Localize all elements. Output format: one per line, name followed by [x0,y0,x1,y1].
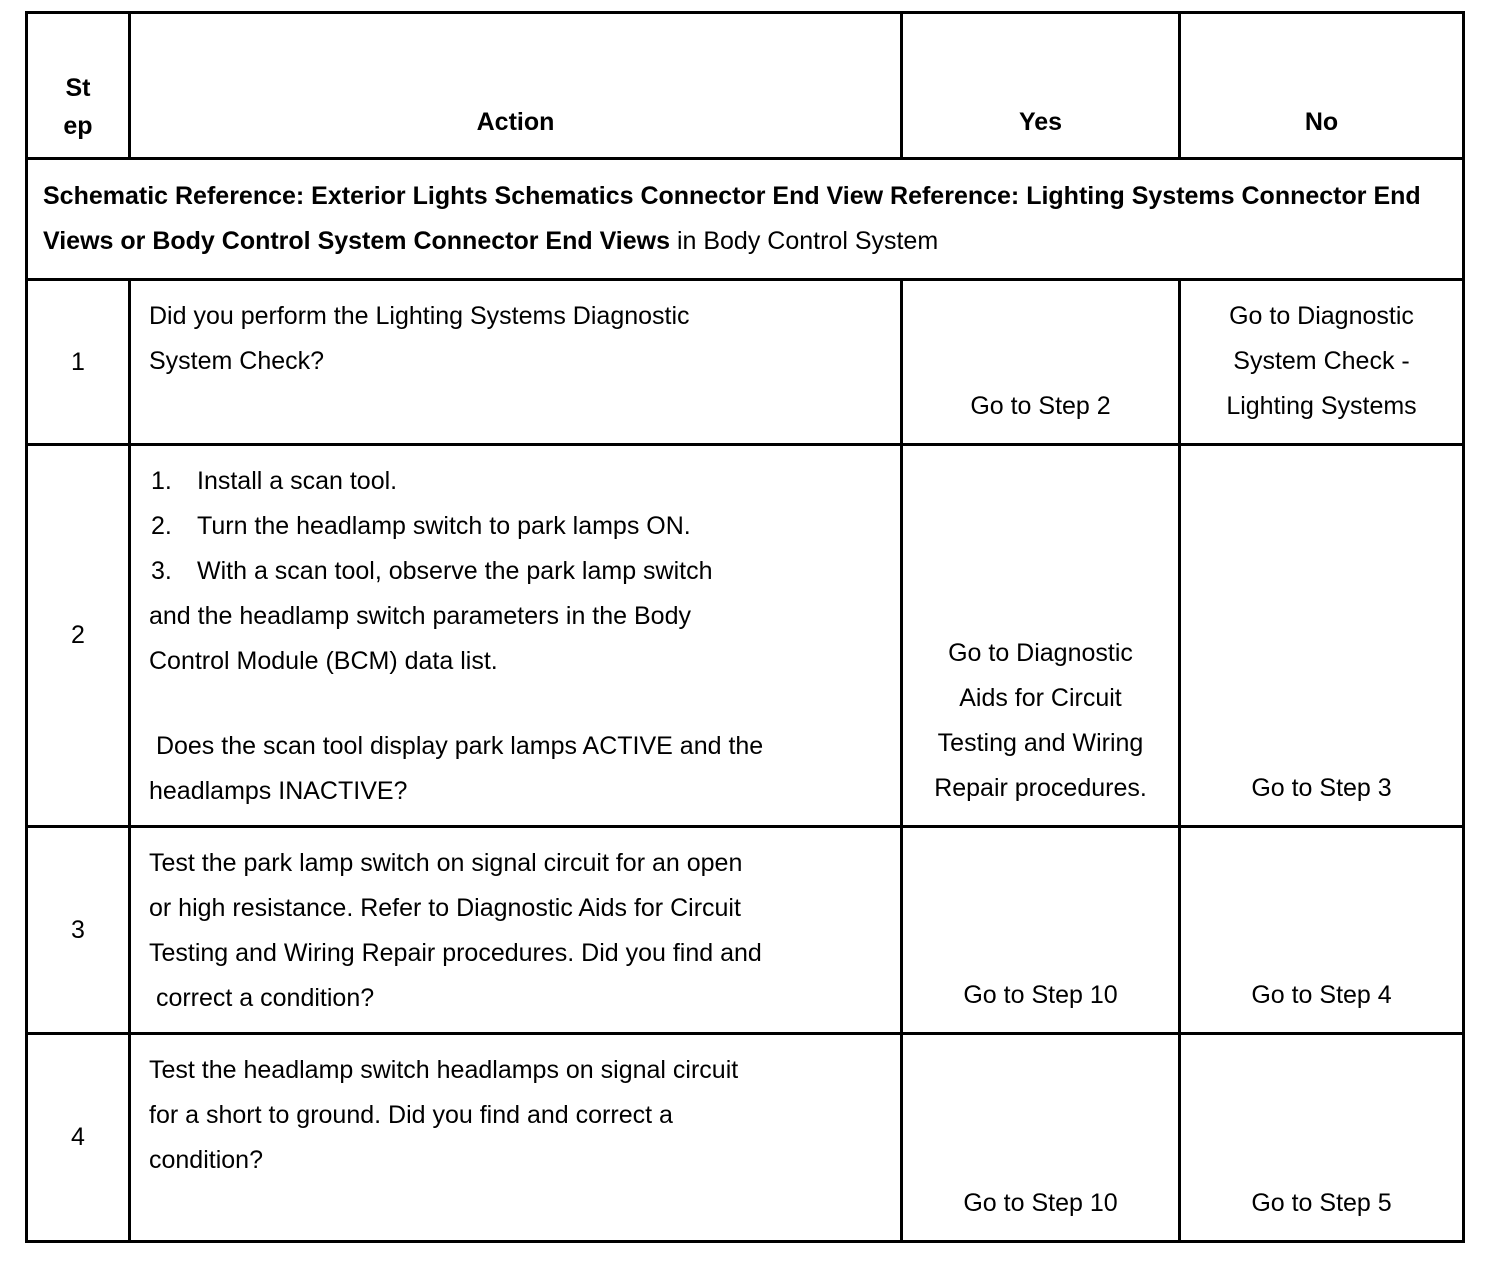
header-row [27,13,1464,159]
action-cell: 1. Install a scan tool. 2. Turn the headlamp switch to park lamps ON. 3. With a scan tool, observe the park lamp switch and the headlamp switch parameters in the Body Control Module (BCM) data list. Does the scan tool display park lamps ACTIVE and the headlamps INACTIVE? [130,445,902,827]
yes-cell: Go to Step 10 [902,827,1180,1034]
no-cell: Go to Step 4 [1180,827,1464,1034]
action-cell: Test the park lamp switch on signal circuit for an open or high resistance. Refer to Diagnostic Aids for Circuit Testing and Wiring Repair procedures. Did you find and correct a condition? [130,827,902,1034]
yes-cell: Go to Step 2 [902,280,1180,445]
action-cell: Test the headlamp switch headlamps on signal circuit for a short to ground. Did you find and correct a condition? [130,1034,902,1242]
table-row [27,280,1464,445]
reference-row [27,159,1464,280]
question-text: Does the scan tool display park lamps ACTIVE and the [149,732,764,760]
header-yes: Yes [902,13,1180,159]
step-number: 2 [27,445,130,827]
no-cell: Go to Step 3 [1180,445,1464,827]
table-row [27,1034,1464,1242]
action-cell: Did you perform the Lighting Systems Diagnostic System Check? [130,280,902,445]
yes-cell: Go to Step 10 [902,1034,1180,1242]
table-row [27,445,1464,827]
no-cell: Go to Step 5 [1180,1034,1464,1242]
header-no: No [1180,13,1464,159]
list-item: 3. With a scan tool, observe the park lamp switch [151,557,713,585]
list-item: 2. Turn the headlamp switch to park lamps ON. [151,512,691,540]
yes-cell: Go to Diagnostic Aids for Circuit Testing and Wiring Repair procedures. [902,445,1180,827]
header-step: St ep [27,13,130,159]
list-item: 1. Install a scan tool. [151,467,398,495]
header-action: Action [130,13,902,159]
table-row [27,827,1464,1034]
diagnostic-table [25,11,1465,1243]
schematic-reference-bold: Schematic Reference: Exterior Lights Schematics Connector End View Reference: Lighting Systems Connector End Views or Body Control System Connector End Views [43,182,1421,255]
step-number: 4 [27,1034,130,1242]
step-number: 3 [27,827,130,1034]
no-cell: Go to Diagnostic System Check - Lighting Systems [1180,280,1464,445]
step-number: 1 [27,280,130,445]
schematic-reference-tail: in Body Control System [670,227,939,255]
schematic-reference [27,159,1464,280]
